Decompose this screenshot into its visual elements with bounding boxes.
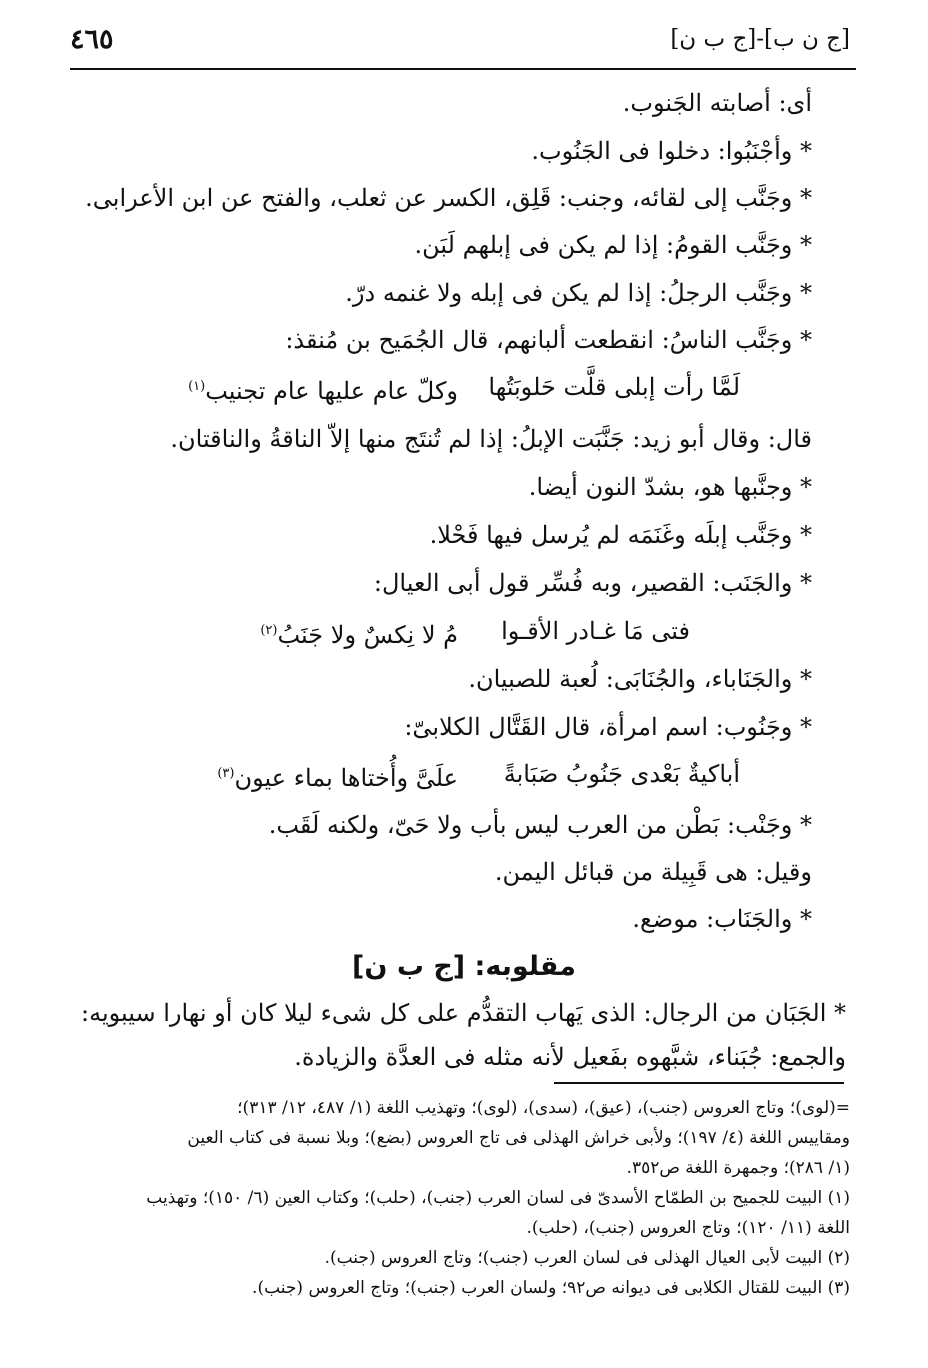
text-line: * وجَنُوب: اسم امرأة، قال القَتَّال الكلابىّ: (404, 713, 812, 741)
text-line: أى: أصابته الجَنوب. (622, 89, 812, 117)
footnote-divider (554, 1082, 844, 1084)
text-line: * والجَنَاب: موضع. (632, 905, 812, 933)
footnote-line: (٣) البيت للقتال الكلابى فى ديوانه ص٩٢؛ ولسان العرب (جنب)؛ وتاج العروس (جنب). (252, 1278, 850, 1298)
text-line: * وجنَّبها هو، بشدّ النون أيضا. (528, 473, 812, 501)
verse-1-second-hemistich (188, 370, 458, 408)
text-line: * وجَنَّب القومُ: إذا لم يكن فى إبلهم لَبَن. (414, 231, 812, 259)
verse-1-second-text: وكلّ عام عليها عام تجنيب (205, 377, 458, 405)
text-line: * وجَنَّب الناسُ: انقطعت ألبانهم، قال الجُمَيح بن مُنقذ: (285, 326, 812, 354)
section-heading: مقلوبه: [ج ب ن] (352, 951, 576, 982)
text-line: * وجَنَّب إبلَه وغَنَمَه لم يُرسل فيها فَحْلا. (429, 521, 812, 549)
verse-2-first-hemistich: فتى مَا غـادر الأقـوا (501, 617, 690, 645)
footnote-ref-2: (٢) (260, 623, 278, 638)
text-line: والجمع: جُبَناء، شبَّهوه بفَعيل لأنه مثله فى العدَّة والزيادة. (294, 1043, 846, 1071)
verse-3-second-hemistich (217, 757, 458, 795)
text-line: * وجَنْب: بَطْن من العرب ليس بأب ولا حَىّ، ولكنه لَقَب. (268, 811, 812, 839)
text-line: * والجَنَب: القصير، وبه فُسِّر قول أبى العيال: (373, 569, 812, 597)
verse-3-first-hemistich: أباكيةٌ بَعْدى جَنُوبُ صَبَابةً (503, 760, 740, 788)
text-line: وقيل: هى قَبِيلة من قبائل اليمن. (494, 858, 812, 886)
text-line: * الجَبَان من الرجال: الذى يَهاب التقدُّم على كل شىء ليلا كان أو نهارا سيبويه: (80, 999, 846, 1027)
footnote-ref-3: (٣) (217, 766, 235, 781)
verse-2-second-hemistich (260, 614, 458, 652)
footnote-line: =(لوى)؛ وتاج العروس (جنب)، (عيق)، (سدى)، (لوى)؛ وتهذيب اللغة (١/ ٤٨٧، ١٢/ ٣١٣)؛ (237, 1098, 850, 1118)
footnote-line: (١) البيت للجميح بن الطمّاح الأسدىّ فى لسان العرب (جنب)، (حلب)؛ وكتاب العين (٦/ ١٥٠)؛ وتهذيب (146, 1188, 850, 1208)
footnote-line: (١/ ٢٨٦)؛ وجمهرة اللغة ص٣٥٢. (626, 1158, 850, 1178)
text-line: * وجَنَّب الرجلُ: إذا لم يكن فى إبله ولا غنمه درّ. (345, 279, 812, 307)
footnote-line: ومقاييس اللغة (٤/ ١٩٧)؛ ولأبى خراش الهذلى فى تاج العروس (بضع)؛ وبلا نسبة فى كتاب العين (187, 1128, 850, 1148)
page-number: ٤٦٥ (70, 24, 114, 55)
text-line: قال: وقال أبو زيد: جَنَّبَت الإبلُ: إذا لم تُنتَج منها إلاّ الناقةُ والناقتان. (170, 425, 812, 453)
text-line: * وأجْنَبُوا: دخلوا فى الجَنُوب. (531, 137, 812, 165)
header-title: [ج ن ب]-[ج ب ن] (670, 26, 850, 52)
verse-2-second-text: مُ لا نِكسٌ ولا جَنَبُ (277, 621, 458, 649)
verse-3-second-text: علَىَّ وأُختاها بماء عيون (234, 764, 458, 792)
verse-1-first-hemistich: لَمَّا رأت إبلى قلَّت حَلوبَتُها (488, 373, 740, 401)
text-line: * وجَنَّب إلى لقائه، وجنب: قَلِق، الكسر عن ثعلب، والفتح عن ابن الأعرابى. (85, 184, 812, 212)
footnote-line: (٢) البيت لأبى العيال الهذلى فى لسان العرب (جنب)؛ وتاج العروس (جنب). (324, 1248, 850, 1268)
footnote-ref-1: (١) (188, 379, 206, 394)
page-header (70, 24, 856, 70)
footnote-line: اللغة (١١/ ١٢٠)؛ وتاج العروس (جنب)، (حلب). (526, 1218, 850, 1238)
text-line: * والجَنَاباء، والجُنَابَى: لُعبة للصبيان. (468, 665, 812, 693)
